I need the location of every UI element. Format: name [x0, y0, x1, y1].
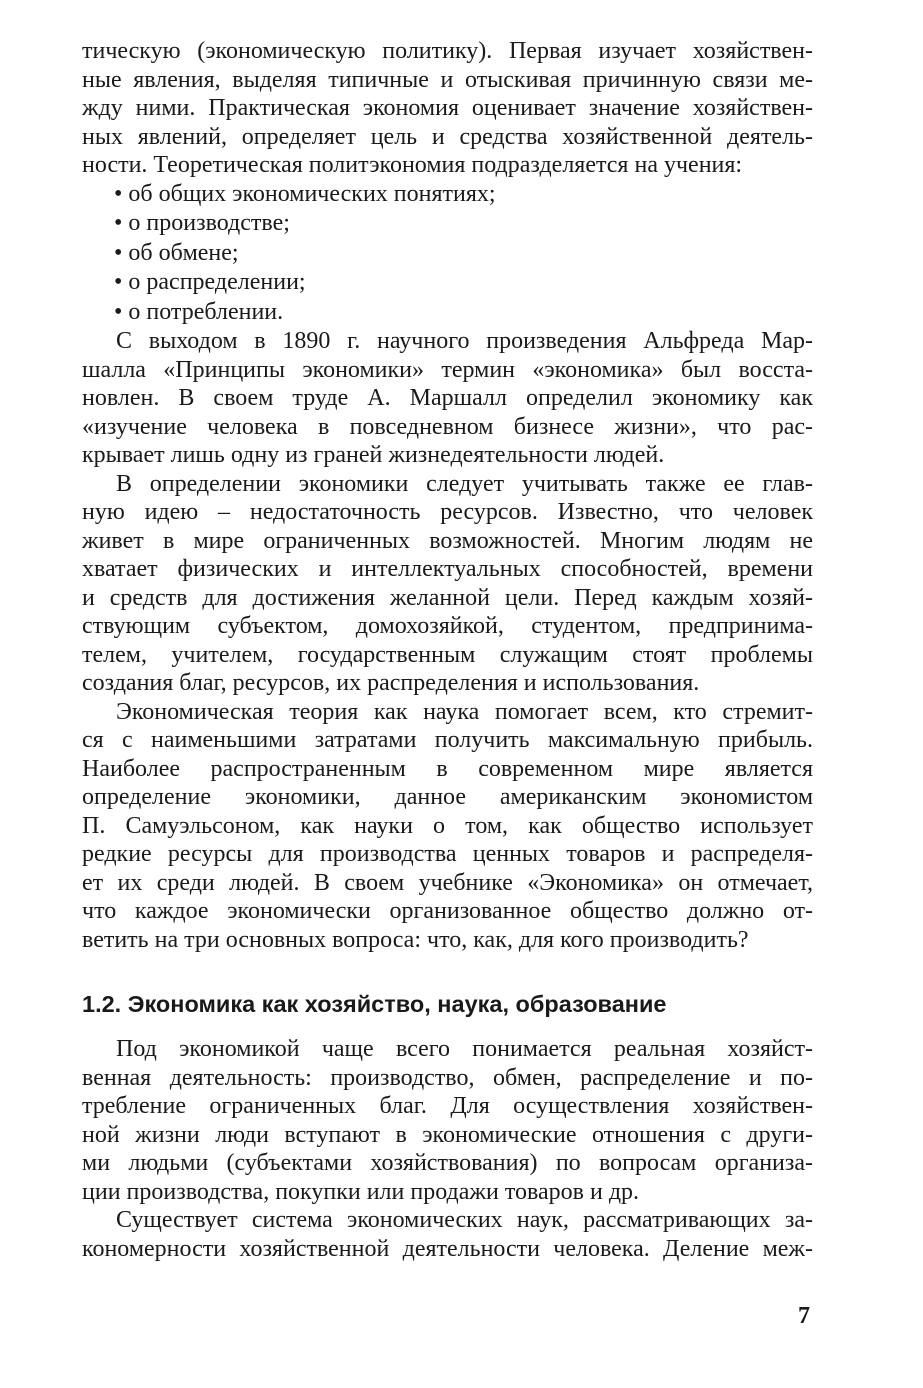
page-number: 7 [798, 1303, 810, 1329]
text-line: кономерности хозяйственной деятельности человека. Деление меж- [82, 1235, 813, 1262]
text-line: телем, учителем, государственным служащим стоят проблемы [82, 641, 813, 668]
text-line: С выходом в 1890 г. научного произведения Альфреда Мар- [116, 328, 813, 355]
text-line: Под экономикой чаще всего понимается реальная хозяйст- [116, 1036, 813, 1063]
text-line: хватает физических и интеллектуальных способностей, времени [82, 556, 813, 583]
text-line: ся с наименьшими затратами получить максимальную прибыль. [82, 727, 813, 754]
bullet-item: • о распределении; [114, 269, 306, 296]
text-line: жду ними. Практическая экономия оценивает значение хозяйствен- [82, 95, 813, 121]
text-line: В определении экономики следует учитывать также ее глав- [116, 470, 813, 497]
paragraph [82, 1035, 813, 1206]
text-line: крывает лишь одну из граней жизнедеятельности людей. [82, 442, 665, 469]
text-line: ствующим субъектом, домохозяйкой, студентом, предпринима- [82, 613, 813, 640]
text-line: ных явлений, определяет цель и средства хозяйственной деятель- [82, 123, 813, 150]
paragraph [82, 327, 813, 470]
text-line: ной жизни люди вступают в экономические отношения с други- [82, 1121, 813, 1148]
text-line: П. Самуэльсоном, как науки о том, как общество использует [82, 812, 813, 839]
text-line: венная деятельность: производство, обмен, распределение и по- [82, 1064, 813, 1091]
text-line: Существует система экономических наук, рассматривающих за- [116, 1207, 813, 1234]
text-line: тическую (экономическую политику). Первая изучает хозяйствен- [82, 38, 813, 64]
text-line: создания благ, ресурсов, их распределения и использования. [82, 670, 700, 697]
text-line: ветить на три основных вопроса: что, как, для кого производить? [82, 926, 749, 953]
text-line: ности. Теоретическая политэкономия подразделяется на учения: [82, 152, 743, 178]
page-body [82, 37, 813, 1263]
text-line: новлен. В своем труде А. Маршалл определил экономику как [82, 385, 813, 412]
text-line: определение экономики, данное американским экономистом [82, 784, 813, 811]
text-line: что каждое экономически организованное общество должно от- [82, 898, 813, 925]
bullet-item: • об общих экономических понятиях; [114, 180, 496, 207]
text-line: Наиболее распространенным в современном мире является [82, 755, 813, 782]
bullet-item: • о производстве; [114, 210, 290, 237]
bullet-item: • о потреблении. [114, 298, 284, 325]
text-line: Экономическая теория как наука помогает всем, кто стремит- [116, 698, 813, 725]
text-line: ные явления, выделяя типичные и отыскивая причинную связи ме- [82, 66, 813, 93]
bullet-item: • об обмене; [114, 239, 239, 266]
text-line: и средств для достижения желанной цели. Перед каждым хозяй- [82, 584, 813, 611]
text-line: «изучение человека в повседневном бизнесе жизни», что рас- [82, 413, 813, 440]
text-line: ную идею – недостаточность ресурсов. Известно, что человек [82, 499, 813, 526]
text-line: ет их среди людей. В своем учебнике «Экономика» он отмечает, [82, 869, 813, 896]
text-line: редкие ресурсы для производства ценных товаров и распределя- [82, 841, 813, 868]
paragraph [82, 1206, 813, 1263]
paragraph [82, 698, 813, 955]
text-line: ции производства, покупки или продажи товаров и др. [82, 1178, 640, 1205]
paragraph [82, 470, 813, 698]
paragraph [82, 37, 813, 180]
text-line: требление ограниченных благ. Для осуществления хозяйствен- [82, 1093, 813, 1120]
text-line: шалла «Принципы экономики» термин «экономика» был восста- [82, 356, 813, 383]
section-heading: 1.2. Экономика как хозяйство, наука, образование [82, 991, 667, 1018]
bullet-list [82, 180, 813, 328]
text-line: живет в мире ограниченных возможностей. Многим людям не [82, 527, 813, 554]
text-line: ми людьми (субъектами хозяйствования) по вопросам организа- [82, 1150, 813, 1177]
